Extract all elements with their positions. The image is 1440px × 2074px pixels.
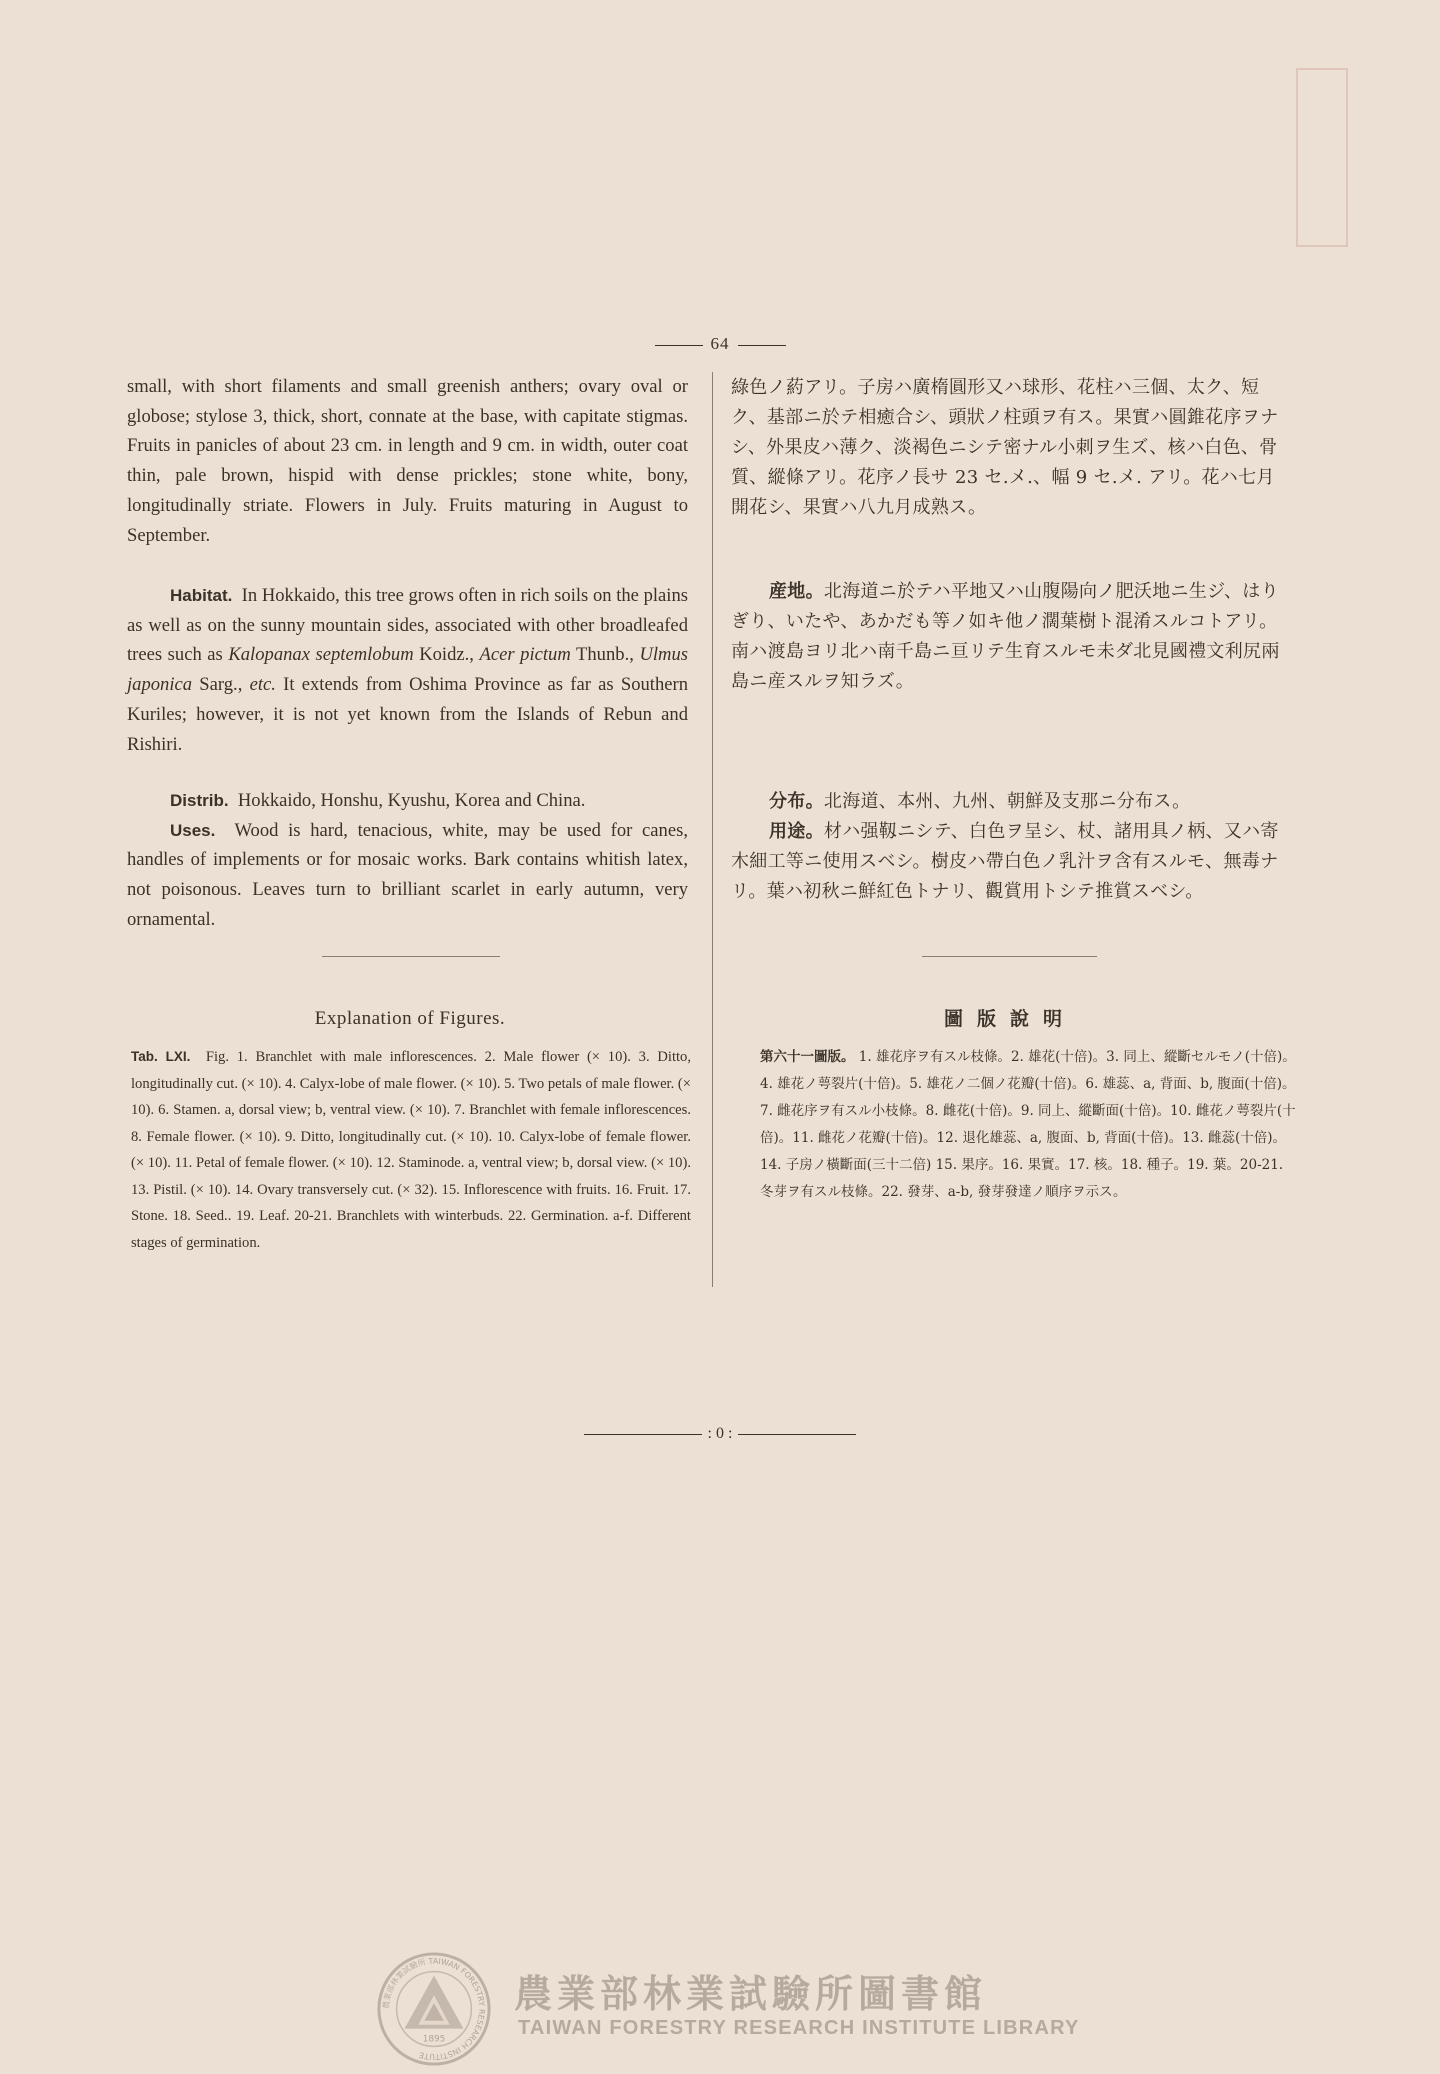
english-description: small, with short filaments and small greenish anthers; ovary oval or globose; stylose 3, thick, short, connate at the base, with capitate stigmas. Fruits in panicles of about 23 cm. in length and 9 cm. in width, outer coat thin, pale brown, hispid with dense prickles; stone white, bony, longitudinally striate. Flowers in July. Fruits maturing in August to September.: [127, 376, 688, 546]
section-rule-right: [922, 956, 1097, 957]
library-logo-icon: [375, 1950, 493, 2068]
uses-heading: Uses.: [170, 820, 216, 840]
plate-label: Tab. LXI.: [131, 1049, 191, 1064]
japanese-habitat: 産地。北海道ニ於テハ平地又ハ山腹陽向ノ肥沃地ニ生ジ、はりぎり、いたや、あかだも等ノ如キ他ノ濶葉樹ト混淆スルコトアリ。南ハ渡島ヨリ北ハ南千島ニ亘リテ生育スルモ未ダ北見國禮文利尻兩島ニ産スルヲ知ラズ。: [731, 581, 1280, 692]
jp-explanation-body: 第六十一圖版。 1. 雄花序ヲ有スル枝條。2. 雄花(十倍)。3. 同上、縱斷セルモノ(十倍)。4. 雄花ノ萼裂片(十倍)。5. 雄花ノ二個ノ花瓣(十倍)。6. 雄蕊、a, 背面、b, 腹面(十倍)。7. 雌花序ヲ有スル小枝條。8. 雌花(十倍)。9. 同上、縱斷面(十倍)。10. 雌花ノ萼裂片(十倍)。11. 雌花ノ花瓣(十倍)。12. 退化雄蕊、a, 腹面、b, 背面(十倍)。13. 雌蕊(十倍)。14. 子房ノ橫斷面(三十二倍) 15. 果序。16. 果實。17. 核。18. 種子。19. 葉。20-21. 冬芽ヲ有スル枝條。22. 發芽、a-b, 發芽發達ノ順序ヲ示ス。: [760, 1049, 1296, 1200]
faded-stamp: [1296, 68, 1348, 247]
english-habitat: Habitat. In Hokkaido, this tree grows often in rich soils on the plains as well as on the sunny mountain sides, associated with other broadleafed trees such as Kalopanax septemlobum Koidz., Acer pictum Thunb., Ulmus japonica Sarg., etc. It extends from Oshima Province as far as Southern Kuriles; however, it is not yet known from the Islands of Rebun and Rishiri.: [127, 585, 689, 755]
distrib-heading: Distrib.: [170, 791, 229, 810]
svg-text:農業部林業試驗所 TAIWAN FORESTRY RESEA: 農業部林業試驗所 TAIWAN FORESTRY RESEARCH INSTITUTE: [381, 1956, 487, 2062]
uses-text: Wood is hard, tenacious, white, may be used for canes, handles of implements or for mosaic works. Bark contains whitish latex, not poisonous. Leaves turn to brilliant scarlet in early autumn, very ornamental.: [127, 819, 688, 930]
library-name-english: TAIWAN FORESTRY RESEARCH INSTITUTE LIBRARY: [518, 2017, 1080, 2039]
habitat-heading: Habitat.: [170, 586, 233, 605]
explanation-title: Explanation of Figures.: [314, 1008, 506, 1029]
distrib-text: Hokkaido, Honshu, Kyushu, Korea and China.: [237, 790, 586, 811]
library-name-chinese: 農業部林業試驗所圖書館: [514, 1972, 988, 2016]
english-distrib-uses: [127, 786, 688, 935]
japanese-distrib-uses: 分布。北海道、本州、九州、朝鮮及支那ニ分布ス。 用途。材ハ强靱ニシテ、白色ヲ呈シ、杖、諸用具ノ柄、又ハ寄木細工等ニ使用スベシ。樹皮ハ帶白色ノ乳汁ヲ含有スルモ、無毒ナリ。葉ハ初秋ニ鮮紅色トナリ、觀賞用トシテ推賞スベシ。: [731, 791, 1279, 902]
jp-explanation-title: 圖版說明: [943, 1008, 1076, 1030]
japanese-description: 綠色ノ葯アリ。子房ハ廣楕圓形又ハ球形、花柱ハ三個、太ク、短ク、基部ニ於テ相癒合シ、頭狀ノ柱頭ヲ有ス。果實ハ圓錐花序ヲナシ、外果皮ハ薄ク、淡褐色ニシテ密ナル小刺ヲ生ズ、核ハ白色、骨質、縱條アリ。花序ノ長サ 23 セ.メ.、幅 9 セ.メ. アリ。花ハ七月開花シ、果實ハ八九月成熟ス。: [731, 377, 1279, 518]
page-number: 64: [0, 334, 1440, 354]
svg-text:1895: 1895: [422, 2034, 446, 2045]
end-mark: : 0 :: [0, 1425, 1440, 1443]
explanation-body: Tab. LXI. Fig. 1. Branchlet with male inflorescences. 2. Male flower (× 10). 3. Ditto, longitudinally cut. (× 10). 4. Calyx-lobe of male flower. (× 10). 5. Two petals of male flower. (× 10). 6. Stamen. a, dorsal view; b, ventral view. (× 10). 7. Branchlet with female inflorescences. 8. Female flower. (× 10). 9. Ditto, longitudinally cut. (× 10). 10. Calyx-lobe of female flower. (× 10). 11. Petal of female flower. (× 10). 12. Staminode. a, ventral view; b, dorsal view. (× 10). 13. Pistil. (× 10). 14. Ovary transversely cut. (× 32). 15. Inflorescence with fruits. 16. Fruit. 17. Stone. 18. Seed.. 19. Leaf. 20-21. Branchlets with winterbuds. 22. Germination. a-f. Different stages of germination.: [131, 1049, 691, 1251]
section-rule-left: [322, 956, 500, 957]
column-divider: [712, 372, 713, 1287]
